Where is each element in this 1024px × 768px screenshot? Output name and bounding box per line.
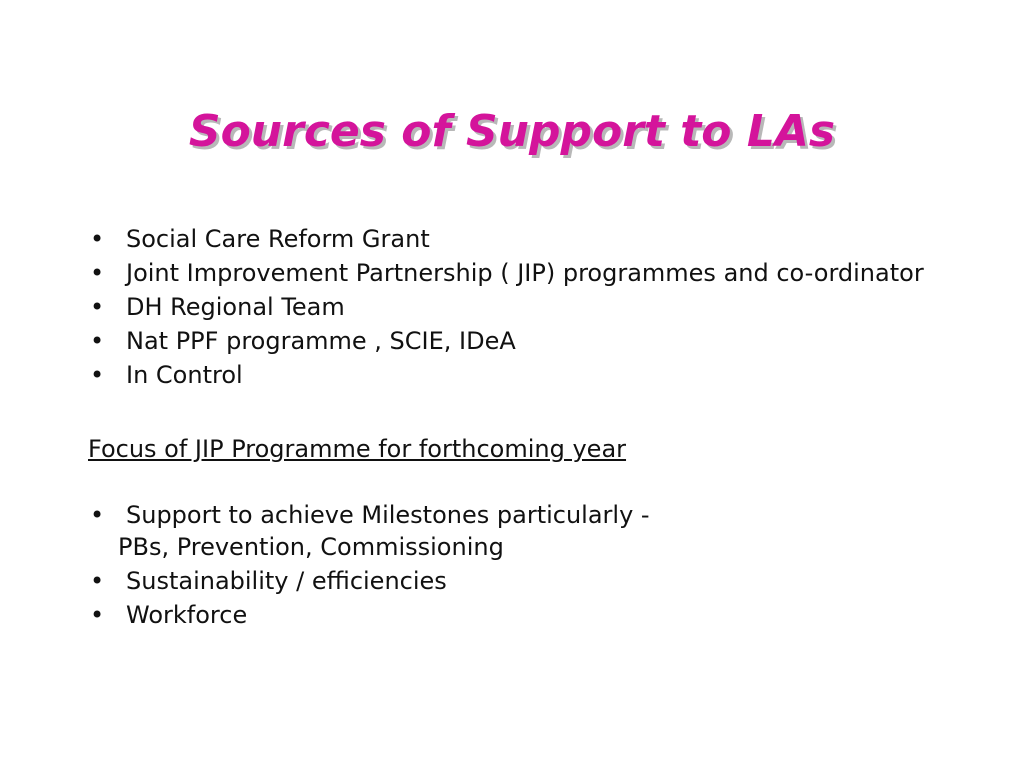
focus-list-rest: [88, 566, 968, 630]
focus-continuation: PBs, Prevention, Commissioning: [118, 533, 504, 561]
list-item: • In Control: [90, 361, 243, 389]
slide-body: [88, 224, 968, 634]
list-item: • Social Care Reform Grant: [90, 225, 430, 253]
slide-title: Sources of Support to LAs: [188, 106, 836, 157]
bullet-icon: •: [90, 601, 105, 629]
list-item: • Nat PPF programme , SCIE, IDeA: [90, 327, 516, 355]
bullet-icon: •: [90, 327, 105, 355]
bullet-icon: •: [90, 259, 105, 287]
list-item: • DH Regional Team: [90, 293, 345, 321]
bullet-icon: •: [90, 567, 105, 595]
bullet-icon: •: [90, 361, 105, 389]
list-item: • Sustainability / efficiencies: [90, 567, 447, 595]
list-item: • Workforce: [90, 601, 248, 629]
bullet-icon: •: [90, 225, 105, 253]
bullet-icon: •: [90, 501, 105, 529]
focus-heading: Focus of JIP Programme for forthcoming year: [88, 435, 627, 463]
list-item: • Joint Improvement Partnership ( JIP) programmes and co-ordinator: [90, 259, 924, 287]
bullet-icon: •: [90, 293, 105, 321]
focus-list: [88, 500, 968, 530]
support-sources-list: [88, 224, 968, 390]
list-item: • Support to achieve Milestones particularly -: [90, 501, 650, 529]
